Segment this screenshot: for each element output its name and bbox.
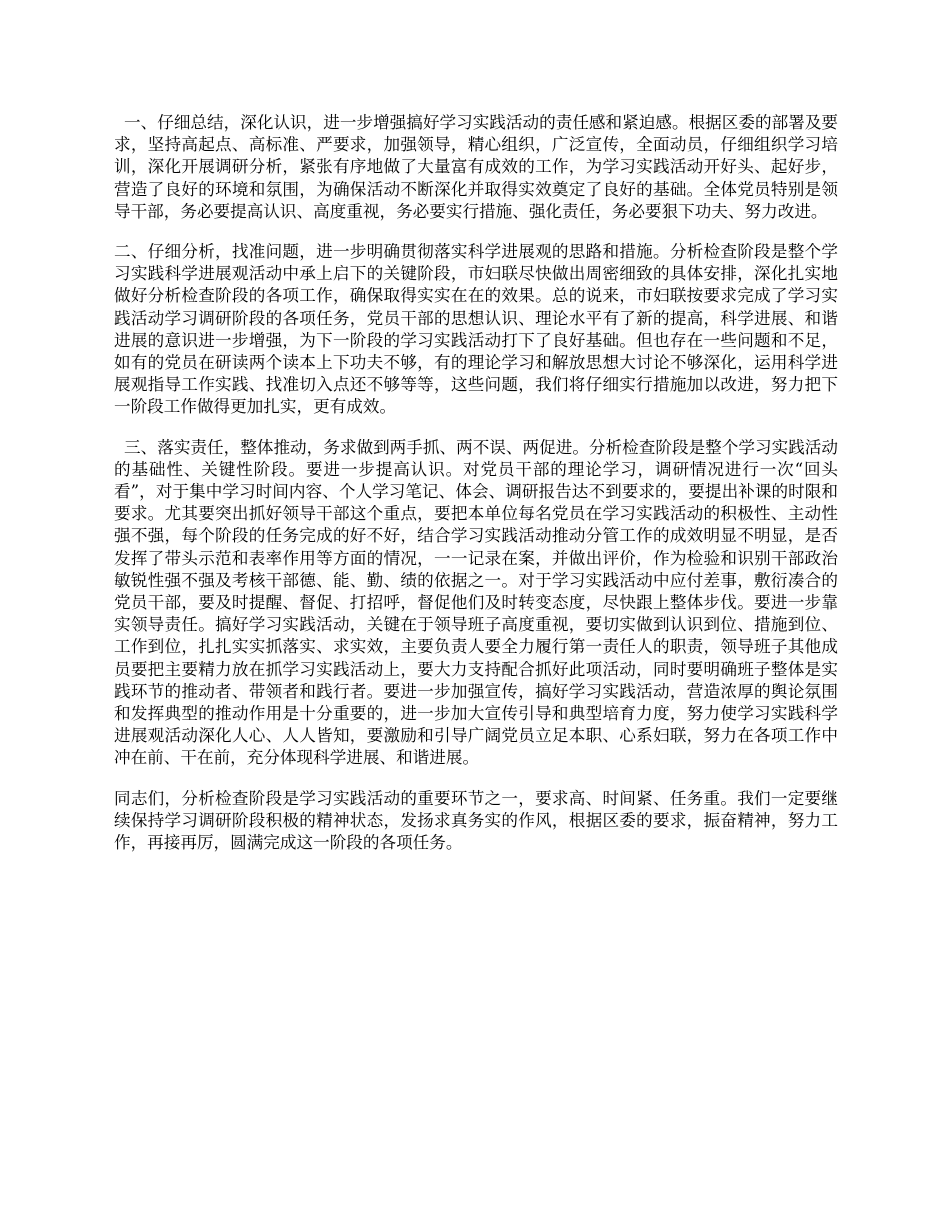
paragraph-section-three: 三、落实责任，整体推动，务求做到两手抓、两不误、两促进。分析检查阶段是整个学习实践活动的基础性、关键性阶段。要进一步提高认识。对党员干部的理论学习，调研情况进行一次“回头看”，对于集中学习时间内容、个人学习笔记、体会、调研报告达不到要求的，要提出补课的时限和要求。尤其要突出抓好领导干部这个重点，要把本单位每名党员在学习实践活动的积极性、主动性强不强，每个阶段的任务完成的好不好，结合学习实践活动推动分管工作的成效明显不明显，是否发挥了带头示范和表率作用等方面的情况，一一记录在案，并做出评价，作为检验和识别干部政治敏锐性强不强及考核干部德、能、勤、绩的依据之一。对于学习实践活动中应付差事，敷衍凑合的党员干部，要及时提醒、督促、打招呼，督促他们及时转变态度，尽快跟上整体步伐。要进一步靠实领导责任。搞好学习实践活动，关键在于领导班子高度重视，要切实做到认识到位、措施到位、工作到位，扎扎实实抓落实、求实效，主要负责人要全力履行第一责任人的职责，领导班子其他成员要把主要精力放在抓学习实践活动上，要大力支持配合抓好此项活动，同时要明确班子整体是实践环节的推动者、带领者和践行者。要进一步加强宣传，搞好学习实践活动，营造浓厚的舆论氛围和发挥典型的推动作用是十分重要的，进一步加大宣传引导和典型培育力度，努力使学习实践科学进展观活动深化人心、人人皆知，要激励和引导广阔党员立足本职、心系妇联，努力在各项工作中冲在前、干在前，充分体现科学进展、和谐进展。 — [114, 437, 838, 768]
paragraph-section-two: 二、仔细分析，找准问题，进一步明确贯彻落实科学进展观的思路和措施。分析检查阶段是整个学习实践科学进展观活动中承上启下的关键阶段，市妇联尽快做出周密细致的具体安排，深化扎实地做好分析检查阶段的各项工作，确保取得实实在在的效果。总的说来，市妇联按要求完成了学习实践活动学习调研阶段的各项任务，党员干部的思想认识、理论水平有了新的提高，科学进展、和谐进展的意识进一步增强，为下一阶段的学习实践活动打下了良好基础。但也存在一些问题和不足，如有的党员在研读两个读本上下功夫不够，有的理论学习和解放思想大讨论不够深化，运用科学进展观指导工作实践、找准切入点还不够等等，这些问题，我们将仔细实行措施加以改进，努力把下一阶段工作做得更加扎实，更有成效。 — [114, 242, 838, 417]
paragraph-closing: 同志们，分析检查阶段是学习实践活动的重要环节之一，要求高、时间紧、任务重。我们一定要继续保持学习调研阶段积极的精神状态，发扬求真务实的作风，根据区委的要求，振奋精神，努力工作，再接再厉，圆满完成这一阶段的各项任务。 — [114, 788, 838, 853]
document-body — [114, 112, 838, 872]
paragraph-section-one: 一、仔细总结，深化认识，进一步增强搞好学习实践活动的责任感和紧迫感。根据区委的部署及要求，坚持高起点、高标准、严要求，加强领导，精心组织，广泛宣传，全面动员，仔细组织学习培训，深化开展调研分析，紧张有序地做了大量富有成效的工作，为学习实践活动开好头、起好步，营造了良好的环境和氛围，为确保活动不断深化并取得实效奠定了良好的基础。全体党员特别是领导干部，务必要提高认识、高度重视，务必要实行措施、强化责任，务必要狠下功夫、努力改进。 — [114, 113, 838, 221]
